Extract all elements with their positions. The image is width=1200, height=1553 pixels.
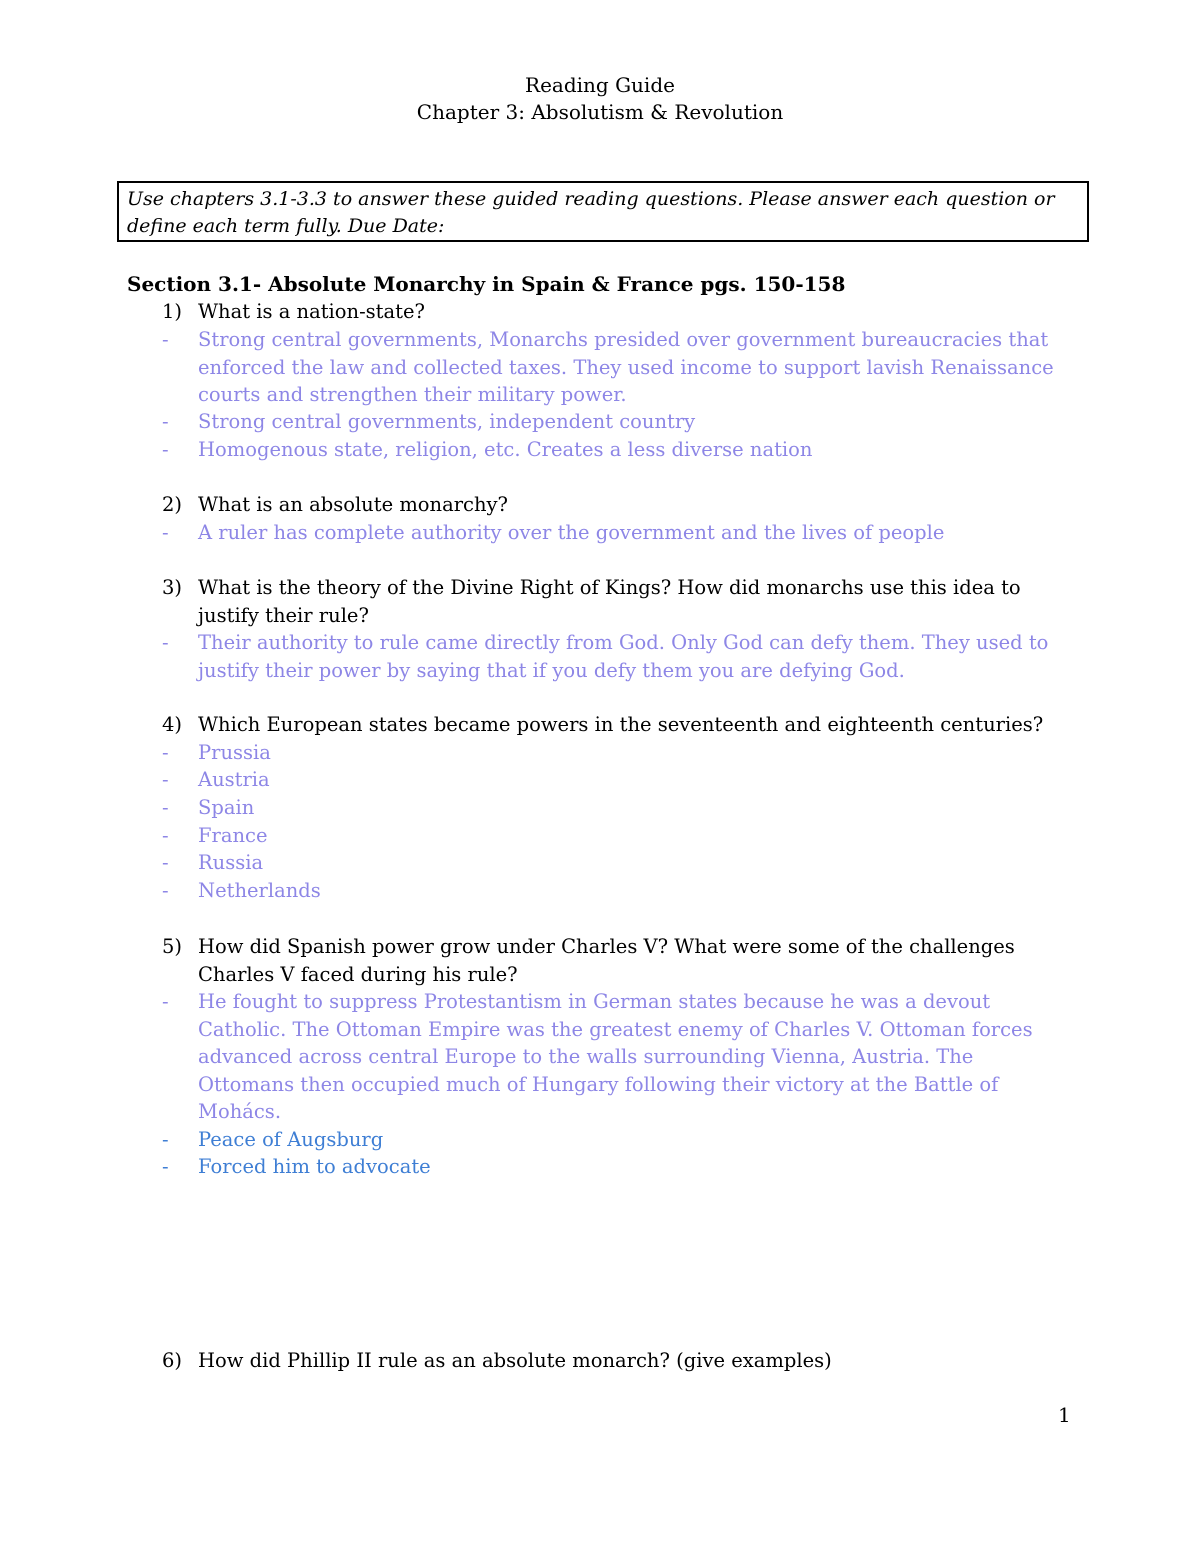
answer-text: A ruler has complete authority over the government and the lives of people bbox=[198, 521, 945, 544]
question-number: 3) bbox=[162, 576, 183, 599]
answer-marker: - bbox=[162, 631, 169, 654]
section-title: Section 3.1- Absolute Monarchy in Spain & France pgs. 150-158 bbox=[127, 272, 846, 296]
answer-5-1 bbox=[162, 988, 1062, 1126]
answer-marker: - bbox=[162, 824, 169, 847]
question-number: 1) bbox=[162, 300, 183, 323]
question-3 bbox=[162, 574, 1062, 629]
instructions-box: Use chapters 3.1-3.3 to answer these guided reading questions. Please answer each question or define each term fully. Due Date: bbox=[117, 181, 1089, 242]
question-text: How did Spanish power grow under Charles V? What were some of the challenges Charles V faced during his rule? bbox=[198, 935, 1015, 986]
question-text: What is a nation-state? bbox=[198, 300, 425, 323]
answer-marker: - bbox=[162, 768, 169, 791]
question-2 bbox=[162, 491, 1062, 519]
answer-text: Strong central governments, independent country bbox=[198, 410, 696, 433]
question-text: How did Phillip II rule as an absolute monarch? (give examples) bbox=[198, 1349, 832, 1372]
header-subtitle: Chapter 3: Absolutism & Revolution bbox=[416, 100, 784, 124]
answer-4-5 bbox=[162, 849, 1062, 877]
question-text: What is the theory of the Divine Right of Kings? How did monarchs use this idea to justify their rule? bbox=[198, 576, 1021, 627]
answer-text: Prussia bbox=[198, 741, 271, 764]
answer-marker: - bbox=[162, 410, 169, 433]
answer-marker: - bbox=[162, 328, 169, 351]
question-text: Which European states became powers in the seventeenth and eighteenth centuries? bbox=[198, 713, 1044, 736]
answer-1-2 bbox=[162, 408, 1062, 436]
answer-text: Austria bbox=[198, 768, 270, 791]
question-5 bbox=[162, 933, 1062, 988]
answer-marker: - bbox=[162, 521, 169, 544]
answer-text: Homogenous state, religion, etc. Creates a less diverse nation bbox=[198, 438, 813, 461]
answer-text: Spain bbox=[198, 796, 255, 819]
question-number: 2) bbox=[162, 493, 183, 516]
answer-marker: - bbox=[162, 1128, 169, 1151]
answer-text: Their authority to rule came directly from God. Only God can defy them. They used to justify their power by saying that if you defy them you are defying God. bbox=[198, 631, 1049, 682]
document-header bbox=[0, 72, 1200, 126]
answer-marker: - bbox=[162, 438, 169, 461]
answer-5-3 bbox=[162, 1153, 1062, 1181]
answer-4-1 bbox=[162, 739, 1062, 767]
answer-2-1 bbox=[162, 519, 1062, 547]
answer-text: France bbox=[198, 824, 268, 847]
question-4 bbox=[162, 711, 1062, 739]
answer-marker: - bbox=[162, 1155, 169, 1178]
answer-1-1 bbox=[162, 326, 1062, 409]
question-number: 4) bbox=[162, 713, 183, 736]
answer-text: Strong central governments, Monarchs presided over government bureaucracies that enforced the law and collected taxes. They used income to support lavish Renaissance courts and strengthen their military power. bbox=[198, 328, 1054, 406]
question-6 bbox=[162, 1347, 1062, 1375]
answer-text: Forced him to advocate bbox=[198, 1155, 431, 1178]
answer-4-6 bbox=[162, 877, 1062, 905]
answer-3-1 bbox=[162, 629, 1062, 684]
header-title: Reading Guide bbox=[525, 73, 675, 97]
answer-text: He fought to suppress Protestantism in German states because he was a devout Catholic. The Ottoman Empire was the greatest enemy of Charles V. Ottoman forces advanced across central Europe to the walls surrounding Vienna, Austria. The Ottomans then occupied much of Hungary following their victory at the Battle of Mohács. bbox=[198, 990, 1033, 1123]
answer-marker: - bbox=[162, 741, 169, 764]
answer-text: Russia bbox=[198, 851, 264, 874]
question-1 bbox=[162, 298, 1062, 326]
answer-marker: - bbox=[162, 990, 169, 1013]
answer-text: Netherlands bbox=[198, 879, 321, 902]
page-number: 1 bbox=[1058, 1403, 1071, 1427]
answer-4-4 bbox=[162, 822, 1062, 850]
question-text: What is an absolute monarchy? bbox=[198, 493, 509, 516]
question-number: 5) bbox=[162, 935, 183, 958]
answer-1-3 bbox=[162, 436, 1062, 464]
question-number: 6) bbox=[162, 1349, 183, 1372]
answer-marker: - bbox=[162, 851, 169, 874]
answer-marker: - bbox=[162, 879, 169, 902]
answer-4-3 bbox=[162, 794, 1062, 822]
answer-4-2 bbox=[162, 766, 1062, 794]
answer-marker: - bbox=[162, 796, 169, 819]
answer-5-2 bbox=[162, 1126, 1062, 1154]
answer-text: Peace of Augsburg bbox=[198, 1128, 384, 1151]
